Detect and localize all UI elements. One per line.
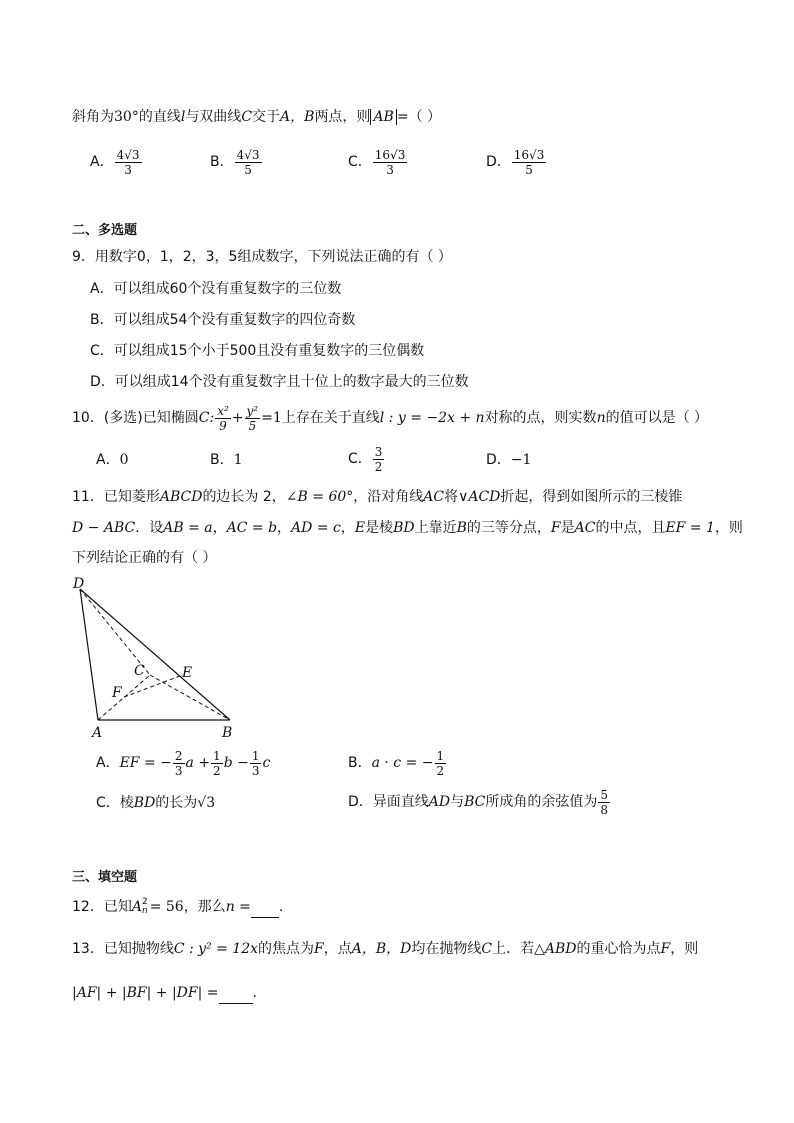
q10-option-d[interactable]: D．−1 — [486, 452, 532, 468]
q8-option-c[interactable]: C． $\frac{16√3}{3}$ — [348, 147, 406, 177]
q8-option-a[interactable]: A． $\frac{4√3}{3}$ — [90, 147, 140, 177]
q8-option-d[interactable]: D． $\frac{16√3}{5}$ — [486, 147, 545, 177]
label-e: E — [182, 665, 193, 681]
q11-option-c[interactable]: C．棱BD的长为√3 — [96, 795, 216, 811]
segment-ef — [124, 676, 180, 697]
q13-stem-line1: 13．已知抛物线C : y² = 12x的焦点为F，点A，B，D均在抛物线C上．若△ABD的重心恰为点F，则 — [72, 941, 699, 957]
edge-ac — [98, 675, 150, 720]
q11-stem-line2: D − ABC．设AB = a，AC = b，AD = c，E是棱BD上靠近B的三等分点，F是AC的中点，且EF = 1，则 — [72, 520, 743, 536]
q10-option-c[interactable]: C． $\frac{3}{2}$ — [348, 444, 383, 474]
q10-option-b[interactable]: B．1 — [210, 452, 243, 468]
label-d: D — [73, 576, 85, 592]
edge-da — [80, 589, 98, 720]
q9-option-c[interactable]: C．可以组成15个小于500且没有重复数字的三位偶数 — [90, 343, 425, 359]
q10-option-a[interactable]: A．0 — [96, 452, 129, 468]
q11-stem-line3: 下列结论正确的有（ ） — [72, 550, 217, 566]
q8-stem: 斜角为30°的直线l与双曲线C交于A，B两点，则 AB =（ ） — [72, 109, 442, 125]
q13-answer-blank[interactable] — [219, 983, 253, 1004]
q11-stem-line1: 11．已知菱形ABCD的边长为 2，∠B = 60°，沿对角线AC将∨ACD折起，得到如图所示的三棱锥 — [72, 489, 683, 505]
q9-option-a[interactable]: A．可以组成60个没有重复数字的三位数 — [90, 281, 342, 297]
q13-stem-line2: |AF| + |BF| + |DF| = . — [72, 983, 257, 1004]
edge-cb — [150, 675, 230, 720]
label-c: C — [134, 663, 145, 679]
q12-answer-blank[interactable] — [251, 897, 279, 918]
q8-option-b[interactable]: B． $\frac{4√3}{5}$ — [210, 147, 260, 177]
label-a: A — [92, 725, 103, 740]
q9-stem: 9．用数字0，1，2，3，5组成数字，下列说法正确的有（ ） — [72, 249, 452, 265]
q12-stem: 12．已知A 2 n = 56，那么n = . — [72, 897, 284, 916]
label-f: F — [112, 685, 122, 701]
section-title-fill-in: 三、填空题 — [72, 870, 138, 885]
q9-option-b[interactable]: B．可以组成54个没有重复数字的四位奇数 — [90, 312, 356, 328]
q10-stem: 10．(多选)已知椭圆C: $\frac{\text{x²}}{9}$ + $\frac{\text{y²}}{5}$ =1上存在关于直线l : y = −2x + n对称的点，则实数n的值可以是（ ） — [72, 403, 709, 433]
label-b: B — [222, 725, 233, 740]
section-title-multiple-choice: 二、多选题 — [72, 223, 138, 238]
q9-option-d[interactable]: D．可以组成14个没有重复数字且十位上的数字最大的三位数 — [90, 374, 469, 390]
q11-option-b[interactable]: B．a · c = − $\frac{1}{2}$ — [348, 748, 445, 778]
q11-option-a[interactable]: A．EF = − $\frac{2}{3}$ a + $\frac{1}{2}$ b − $\frac{1}{3}$ c — [96, 748, 271, 778]
edge-db — [80, 589, 230, 720]
q11-option-d[interactable]: D．异面直线AD与BC所成角的余弦值为 $\frac{5}{8}$ — [348, 787, 609, 817]
pyramid-figure — [70, 575, 245, 740]
